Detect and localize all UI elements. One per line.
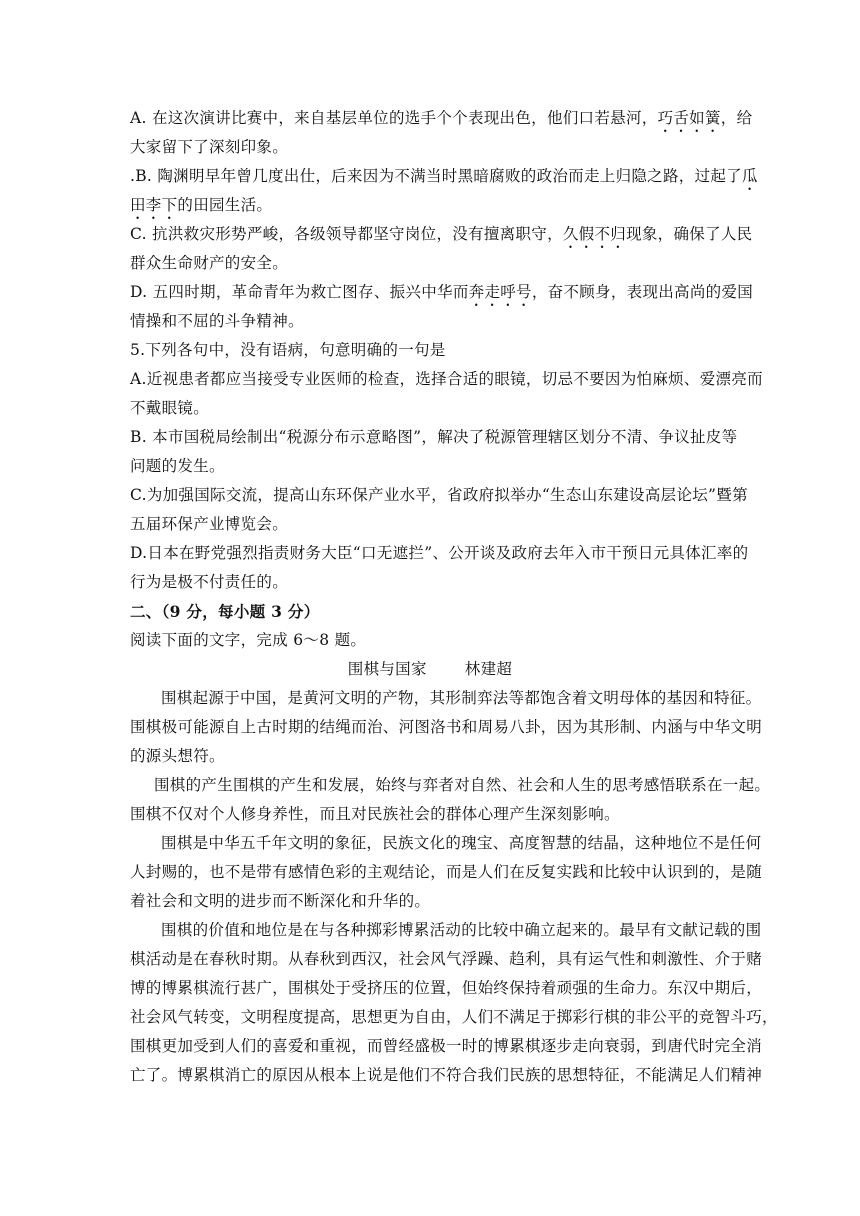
text-run: 现象，确保了人民 [626,225,753,243]
text-run: A. 在这次演讲比赛中，来自基层单位的选手个个表现出色，他们口若悬河， [130,109,658,127]
paragraph-4-line: 博的博累棋流行甚广，围棋处于受挤压的位置，但始终保持着顽强的生命力。东汉中期后， [130,979,763,997]
q4-option-c-line1 [130,220,753,249]
paragraph-3-line: 人封赐的，也不是带有感情色彩的主观结论，而是人们在反复实践和比较中认识到的，是随 [130,863,763,881]
paragraph-4-line: 社会风气转变，文明程度提高，思想更为自由，人们不满足于掷彩行棋的非公平的竞智斗巧， [130,1008,778,1026]
paragraph-4-line: 棋活动是在春秋时期。从春秋到西汉，社会风气浮躁、趋利，具有运气性和刺激性、介于赌 [130,950,763,968]
emphasized-idiom: 巧舌如簧 [657,109,721,127]
paragraph-3-line: 围棋是中华五千年文明的象征，民族文化的瑰宝、高度智慧的结晶，这种地位不是任何 [161,834,762,852]
paragraph-1-line: 围棋极可能源自上古时期的结绳而治、河图洛书和周易八卦，因为其形制、内涵与中华文明 [130,718,763,736]
text-run: .B. 陶渊明早年曾几度出仕，后来因为不满当时黑暗腐败的政治而走上归隐之路，过起了 [130,167,742,185]
emphasized-idiom: 久假不归 [562,225,627,243]
text-run: 的田园生活。 [177,196,273,214]
q5-option-a-line1: A.近视患者都应当接受专业医师的检查，选择合适的眼镜，切忌不要因为怕麻烦、爱漂亮而 [130,370,763,388]
text-run: ，奋不顾身，表现出高尚的爱国 [531,283,754,301]
q4-option-b-line2 [130,191,730,220]
q5-option-d-line2: 行为是极不付责任的。 [130,573,289,591]
paragraph-2-line: 围棋不仅对个人修身养性，而且对民族社会的群体心理产生深刻影响。 [130,805,620,823]
passage-author: 林建超 [464,660,513,678]
paragraph-2-line: 围棋的产生围棋的产生和发展，始终与弈者对自然、社会和人生的思考感悟联系在一起。 [154,776,771,794]
q4-option-c-line2: 群众生命财产的安全。 [130,254,289,272]
paragraph-1-line: 的源头想符。 [130,747,225,765]
passage-title: 围棋与国家 [347,660,427,678]
text-run: C. 抗洪救灾形势严峻，各级领导都坚守岗位，没有擅离职守， [130,225,563,243]
paragraph-4-line: 亡了。博累棋消亡的原因从根本上说是他们不符合我们民族的思想特征，不能满足人们精神 [130,1066,763,1084]
paragraph-4-line: 围棋的价值和地位是在与各种掷彩博累活动的比较中确立起来的。最早有文献记载的围 [161,921,762,939]
text-run: ，给 [720,109,753,127]
q5-option-a-line2: 不戴眼镜。 [130,399,210,417]
passage-title-line [130,655,730,684]
q5-option-d-line1: D.日本在野党强烈指责财务大臣“口无遮拦”、公开谈及政府去年入市干预日元具体汇率的 [130,544,749,562]
document-page [130,104,778,1090]
text-run: D. 五四时期，革命青年为救亡图存、振兴中华而 [130,283,469,301]
q4-option-a-line1 [130,104,753,133]
paragraph-4-line: 围棋更加受到人们的喜爱和重视，而曾经盛极一时的博累棋逐步走向衰弱，到唐代时完全消 [130,1037,763,1055]
q4-option-b-line1 [130,162,758,191]
q5-option-c-line1: C.为加强国际交流，提高山东环保产业水平，省政府拟举办“生态山东建设高层论坛”暨第 [130,486,748,504]
emphasized-idiom: 瓜 [741,167,758,185]
q5-option-b-line1: B. 本市国税局绘制出“税源分布示意略图”，解决了税源管理辖区划分不清、争议扯皮等 [130,428,738,446]
paragraph-1-line: 围棋起源于中国，是黄河文明的产物，其形制弈法等都饱含着文明母体的基因和特征。 [161,689,762,707]
q4-option-d-line1 [130,278,754,307]
reading-instruction: 阅读下面的文字，完成 6～8 题。 [130,631,367,649]
q4-option-a-line2: 大家留下了深刻印象。 [130,138,289,156]
q5-option-c-line2: 五届环保产业博览会。 [130,515,289,533]
section-heading: 二、（9 分，每小题 3 分） [130,602,320,621]
q4-option-d-line2: 情操和不屈的斗争精神。 [130,312,304,330]
emphasized-idiom: 田李下 [130,196,178,214]
q5-option-b-line2: 问题的发生。 [130,457,225,475]
q5-stem: 5.下列各句中，没有语病，句意明确的一句是 [130,341,446,359]
emphasized-idiom: 奔走呼号 [468,283,532,301]
paragraph-3-line: 着社会和文明的进步而不断深化和升华的。 [130,892,431,910]
